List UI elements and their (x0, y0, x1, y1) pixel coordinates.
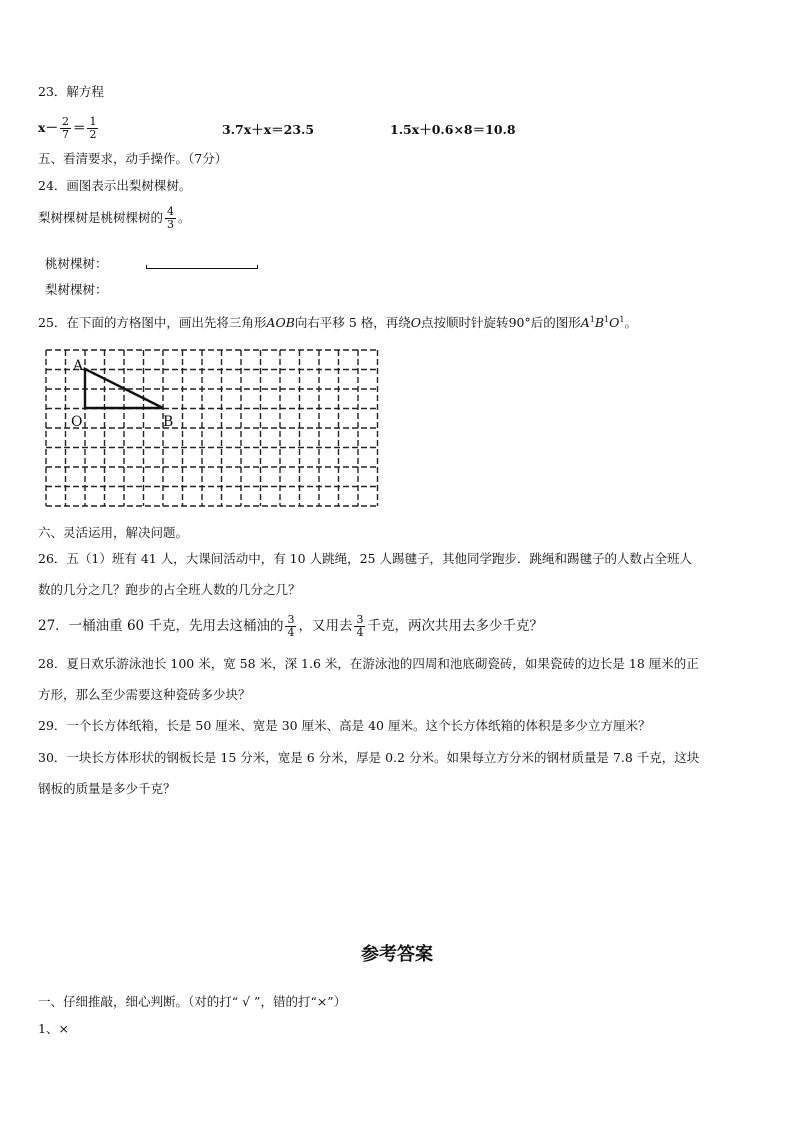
eq1-prefix: x－ (38, 120, 58, 135)
q25-text (38, 312, 637, 331)
q27-frac1-denominator: 4 (287, 626, 295, 639)
q27-frac2-denominator: 4 (356, 626, 364, 639)
eq1-fraction-2 (87, 116, 98, 141)
q26-line-2: 数的几分之几？跑步的占全班人数的几分之几？ (38, 582, 301, 597)
eq1-frac1-numerator: 2 (61, 115, 69, 128)
q28-line-1: 28．夏日欢乐游泳池长 100 米，宽 58 米，深 1.6 米，在游泳池的四周和池底砌瓷砖，如果瓷砖的边长是 18 厘米的正 (38, 656, 699, 671)
answer-section-1: 一、仔细推敲，细心判断。（对的打“ √ ”，错的打“×”） (38, 994, 347, 1009)
q23-equation-3: 1.5x＋0.6×8＝10.8 (390, 122, 516, 137)
q27-text-c: 千克，两次共用去多少千克？ (367, 618, 543, 634)
q23-equation-2: 3.7x＋x＝23.5 (222, 122, 315, 137)
answer-item-1: 1、× (38, 1021, 69, 1036)
eq1-frac2-denominator: 2 (89, 128, 97, 141)
q25-text-e: 。 (624, 315, 637, 331)
q29-text: 29．一个长方体纸箱，长是 50 厘米、宽是 30 厘米、高是 40 厘米。这个长方体纸箱的体积是多少立方厘米？ (38, 718, 651, 733)
triangle-label-a: A (73, 358, 84, 374)
eq1-equals: ＝ (72, 120, 86, 135)
q24-statement-prefix: 梨树棵树是桃树棵树的 (38, 210, 164, 225)
q25-text-c: 点按顺时针旋转 (421, 315, 509, 331)
answer-title: 参考答案 (361, 944, 433, 965)
q30-line-2: 钢板的质量是多少千克？ (38, 781, 176, 796)
q24-statement (38, 206, 191, 231)
q25-point: O (410, 315, 422, 331)
q24-title: 24．画图表示出梨树棵树。 (38, 178, 192, 193)
section-6-heading: 六、灵活运用，解决问题。 (38, 525, 189, 540)
q23-equation-1 (38, 116, 100, 141)
section-5-heading: 五、看清要求，动手操作。（7分） (38, 151, 228, 166)
q24-frac-numerator: 4 (167, 205, 175, 218)
peach-tree-segment (146, 265, 258, 269)
triangle-label-o: O (71, 414, 83, 430)
q30-line-1: 30．一块长方体形状的钢板长是 15 分米，宽是 6 分米，厚是 0.2 分米。如果每立方分米的钢材质量是 7.8 千克，这块 (38, 750, 700, 765)
q25-sup-2: 1 (604, 315, 610, 324)
eq1-frac1-denominator: 7 (61, 128, 69, 141)
q25-grid-figure (40, 347, 385, 512)
eq1-frac2-numerator: 1 (89, 115, 97, 128)
q27-frac2-numerator: 3 (356, 613, 364, 626)
triangle-label-b: B (163, 414, 174, 430)
q24-fraction (165, 206, 176, 231)
q25-angle: 90° (508, 315, 531, 331)
q25-sup-1: 1 (589, 315, 595, 324)
q27-fraction-2 (354, 614, 365, 639)
q25-shape1: AOB (266, 315, 295, 331)
q24-statement-suffix: 。 (178, 210, 191, 225)
q26-line-1: 26．五（1）班有 41 人，大课间活动中，有 10 人跳绳，25 人踢毽子，其他同学跑步．跳绳和踢毽子的人数占全班人 (38, 551, 692, 566)
pear-tree-label: 梨树棵树： (45, 282, 108, 297)
q25-text-d: 后的图形 (530, 315, 581, 331)
q25-shape2-a: A (580, 315, 590, 331)
q27-text (38, 614, 543, 639)
q24-frac-denominator: 3 (167, 218, 175, 231)
q27-fraction-1 (285, 614, 296, 639)
q25-shape2-c: O (609, 315, 620, 331)
q28-line-2: 方形，那么至少需要这种瓷砖多少块？ (38, 687, 251, 702)
q25-sup-3: 1 (619, 315, 625, 324)
q27-frac1-numerator: 3 (287, 613, 295, 626)
q25-text-b: 向右平移 5 格，再绕 (294, 315, 411, 331)
peach-tree-label: 桃树棵树： (45, 256, 108, 271)
q23-title: 23．解方程 (38, 84, 104, 99)
q25-shape2-b: B (594, 315, 605, 331)
q27-text-b: ，又用去 (298, 618, 353, 634)
q27-text-a: 27．一桶油重 60 千克，先用去这桶油的 (38, 618, 284, 634)
eq1-fraction-1 (60, 116, 71, 141)
q25-text-a: 25．在下面的方格图中，画出先将三角形 (38, 315, 267, 331)
